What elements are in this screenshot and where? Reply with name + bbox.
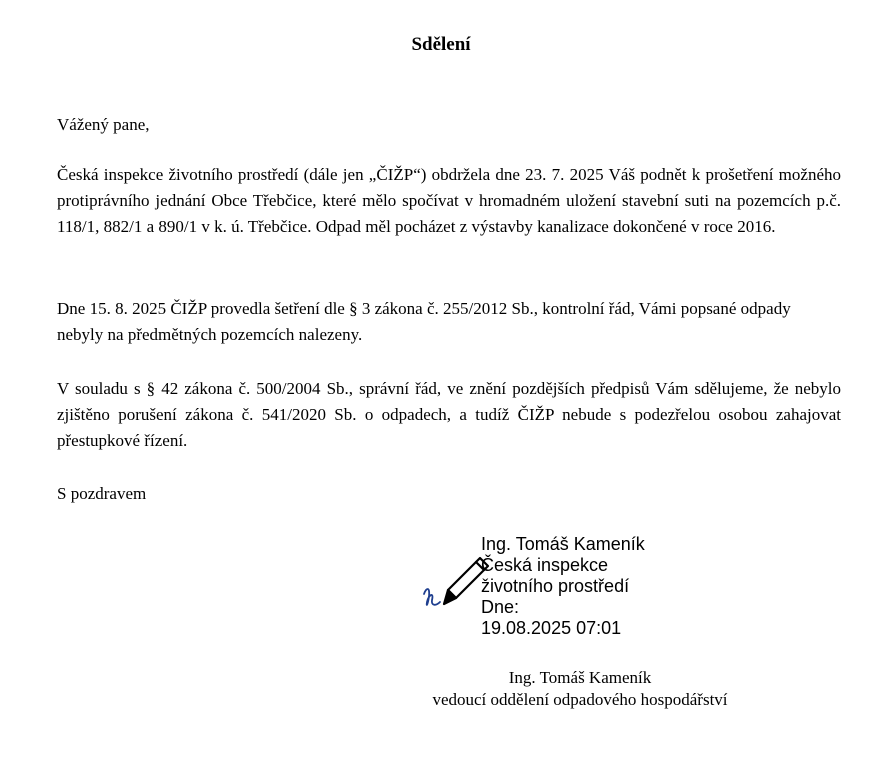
signer-role: vedoucí oddělení odpadového hospodářství — [432, 690, 728, 709]
paragraph-inspection: Dne 15. 8. 2025 ČIŽP provedla šetření dle § 3 zákona č. 255/2012 Sb., kontrolní řád, Vámi popsané odpady nebyly na předmětných pozemcích nalezeny. — [57, 299, 791, 344]
esig-name: Ing. Tomáš Kameník — [481, 534, 645, 554]
closing-greeting: S pozdravem — [57, 484, 147, 503]
electronic-signature-block — [481, 534, 645, 639]
esig-org-line2: životního prostředí — [481, 576, 630, 596]
salutation: Vážený pane, — [57, 115, 150, 134]
paragraph-notice: Česká inspekce životního prostředí (dále jen „ČIŽP“) obdržela dne 23. 7. 2025 Váš podnět k prošetření možného protiprávního jednání Obce Třebčice, které mělo spočívat v hromadném uložení stavební suti na pozemcích p.č. 118/1, 882/1 a 890/1 v k. ú. Třebčice. Odpad měl pocházet z výstavby kanalizace dokončené v roce 2016. — [57, 165, 841, 236]
document-title: Sdělení — [411, 34, 471, 55]
esig-date-label: Dne: — [481, 597, 520, 617]
signer-name: Ing. Tomáš Kameník — [508, 668, 652, 687]
paragraph-conclusion: V souladu s § 42 zákona č. 500/2004 Sb., správní řád, ve znění pozdějších předpisů Vám sdělujeme, že nebylo zjištěno porušení zákona č. 541/2020 Sb. o odpadech, a tudíž ČIŽP nebude s podezřelou osobou zahajovat přestupkové řízení. — [57, 379, 841, 450]
esig-datetime: 19.08.2025 07:01 — [481, 618, 622, 638]
esig-org-line1: Česká inspekce — [481, 555, 609, 575]
